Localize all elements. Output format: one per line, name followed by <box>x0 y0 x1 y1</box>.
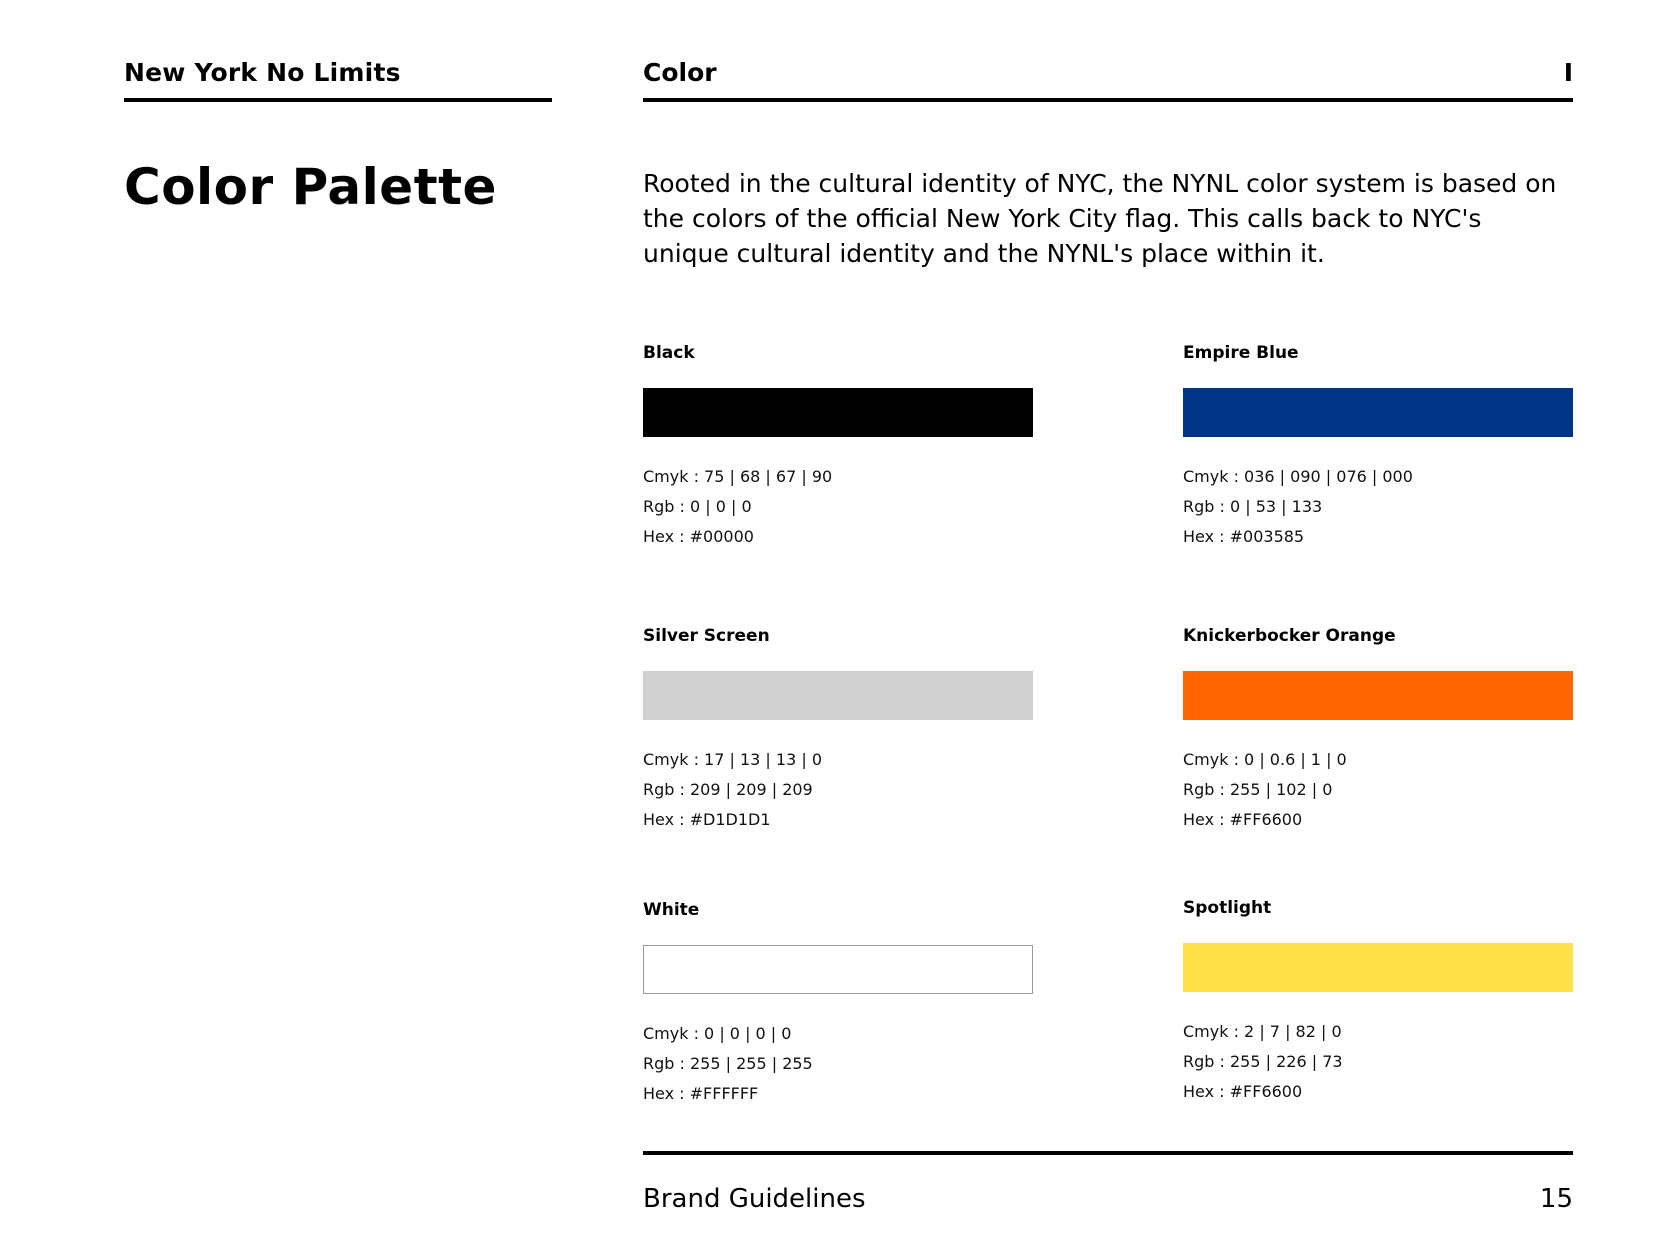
color-bar <box>1183 671 1573 720</box>
swatch-knickerbocker-orange <box>1183 626 1573 835</box>
cmyk-value: Cmyk : 2 | 7 | 82 | 0 <box>1183 1022 1342 1041</box>
page-number: 15 <box>1539 1184 1573 1214</box>
color-specs <box>643 462 1033 552</box>
cmyk-value: Cmyk : 0 | 0 | 0 | 0 <box>643 1024 792 1043</box>
section-title: Color <box>643 58 717 87</box>
cmyk-value: Cmyk : 0 | 0.6 | 1 | 0 <box>1183 750 1347 769</box>
swatch-spotlight <box>1183 898 1573 1107</box>
section-marker: I <box>1563 58 1573 87</box>
intro-paragraph: Rooted in the cultural identity of NYC, the NYNL color system is based on the colors of the official New York City flag. This calls back to NYC's unique cultural identity and the NYNL's place within it. <box>643 169 1557 268</box>
page-title: Color Palette <box>124 158 497 216</box>
color-specs <box>1183 462 1573 552</box>
hex-value: Hex : #003585 <box>1183 527 1305 546</box>
swatch-name: Spotlight <box>1183 898 1272 918</box>
brand-header: New York No Limits <box>124 58 552 102</box>
color-bar <box>1183 388 1573 437</box>
rgb-value: Rgb : 0 | 53 | 133 <box>1183 497 1323 516</box>
hex-value: Hex : #FF6600 <box>1183 1082 1303 1101</box>
rgb-value: Rgb : 209 | 209 | 209 <box>643 780 813 799</box>
swatch-name: Empire Blue <box>1183 343 1299 363</box>
color-specs <box>643 745 1033 835</box>
footer-divider <box>643 1151 1573 1155</box>
color-specs <box>1183 1017 1573 1107</box>
rgb-value: Rgb : 255 | 226 | 73 <box>1183 1052 1343 1071</box>
swatch-name: White <box>643 900 700 920</box>
cmyk-value: Cmyk : 036 | 090 | 076 | 000 <box>1183 467 1413 486</box>
color-specs <box>1183 745 1573 835</box>
swatch-name: Silver Screen <box>643 626 770 646</box>
swatch-black <box>643 343 1033 552</box>
rgb-value: Rgb : 0 | 0 | 0 <box>643 497 752 516</box>
color-bar <box>643 671 1033 720</box>
hex-value: Hex : #FF6600 <box>1183 810 1303 829</box>
hex-value: Hex : #D1D1D1 <box>643 810 771 829</box>
hex-value: Hex : #FFFFFF <box>643 1084 759 1103</box>
rgb-value: Rgb : 255 | 102 | 0 <box>1183 780 1333 799</box>
cmyk-value: Cmyk : 75 | 68 | 67 | 90 <box>643 467 833 486</box>
swatch-name: Knickerbocker Orange <box>1183 626 1396 646</box>
color-bar <box>1183 943 1573 992</box>
section-header <box>643 58 1573 102</box>
color-specs <box>643 1019 1033 1109</box>
swatch-silver-screen <box>643 626 1033 835</box>
footer-label: Brand Guidelines <box>643 1184 866 1214</box>
rgb-value: Rgb : 255 | 255 | 255 <box>643 1054 813 1073</box>
color-bar <box>643 945 1033 994</box>
cmyk-value: Cmyk : 17 | 13 | 13 | 0 <box>643 750 822 769</box>
swatch-empire-blue <box>1183 343 1573 552</box>
swatch-white <box>643 900 1033 1109</box>
color-bar <box>643 388 1033 437</box>
hex-value: Hex : #00000 <box>643 527 754 546</box>
swatch-name: Black <box>643 343 695 363</box>
